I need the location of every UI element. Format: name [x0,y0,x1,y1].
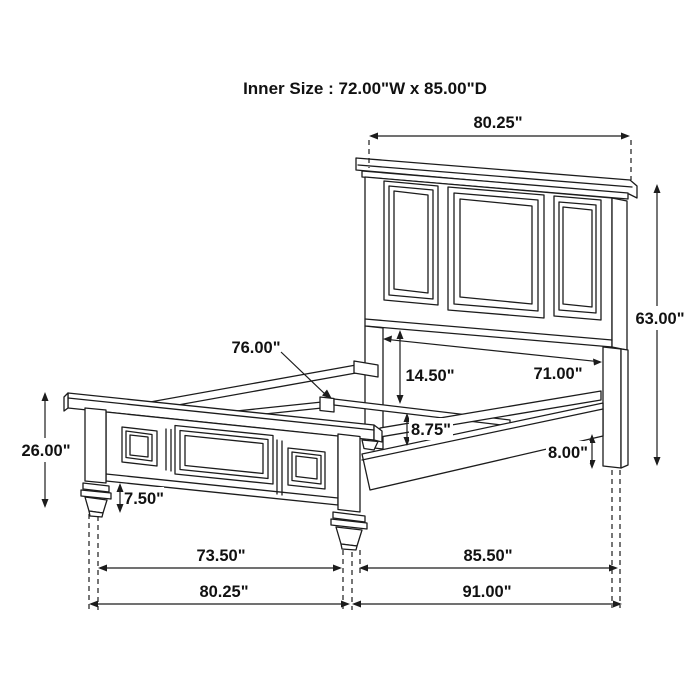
dim-label-footboard-width: 80.25" [199,583,249,601]
footboard-left-foot [81,483,111,517]
footboard-right-post [338,434,360,512]
footboard-left-post [85,408,106,483]
dim-label-leg-height: 7.50" [124,490,164,508]
dim-label-slat-to-rail: 8.75" [411,421,451,439]
footboard-right-foot [331,512,367,550]
dim-label-footboard-height: 26.00" [21,442,71,460]
dim-label-center-rail-length: 76.00" [231,339,281,357]
center-rail-support [320,397,334,412]
dim-label-headboard-height: 63.00" [635,310,685,328]
dim-label-side-inner-length: 85.50" [463,547,513,565]
headboard-right-leg [603,347,621,468]
dim-label-headboard-width: 80.25" [473,114,523,132]
footboard [64,393,382,550]
dim-label-rail-clearance: 8.00" [548,444,588,462]
title: Inner Size : 72.00"W x 85.00"D [243,79,487,98]
dim-label-panel-to-slat: 14.50" [405,367,455,385]
dim-label-inner-rail-length: 71.00" [533,365,583,383]
dim-label-overall-side-length: 91.00" [462,583,512,601]
dim-label-footboard-inner-width: 73.50" [196,547,246,565]
